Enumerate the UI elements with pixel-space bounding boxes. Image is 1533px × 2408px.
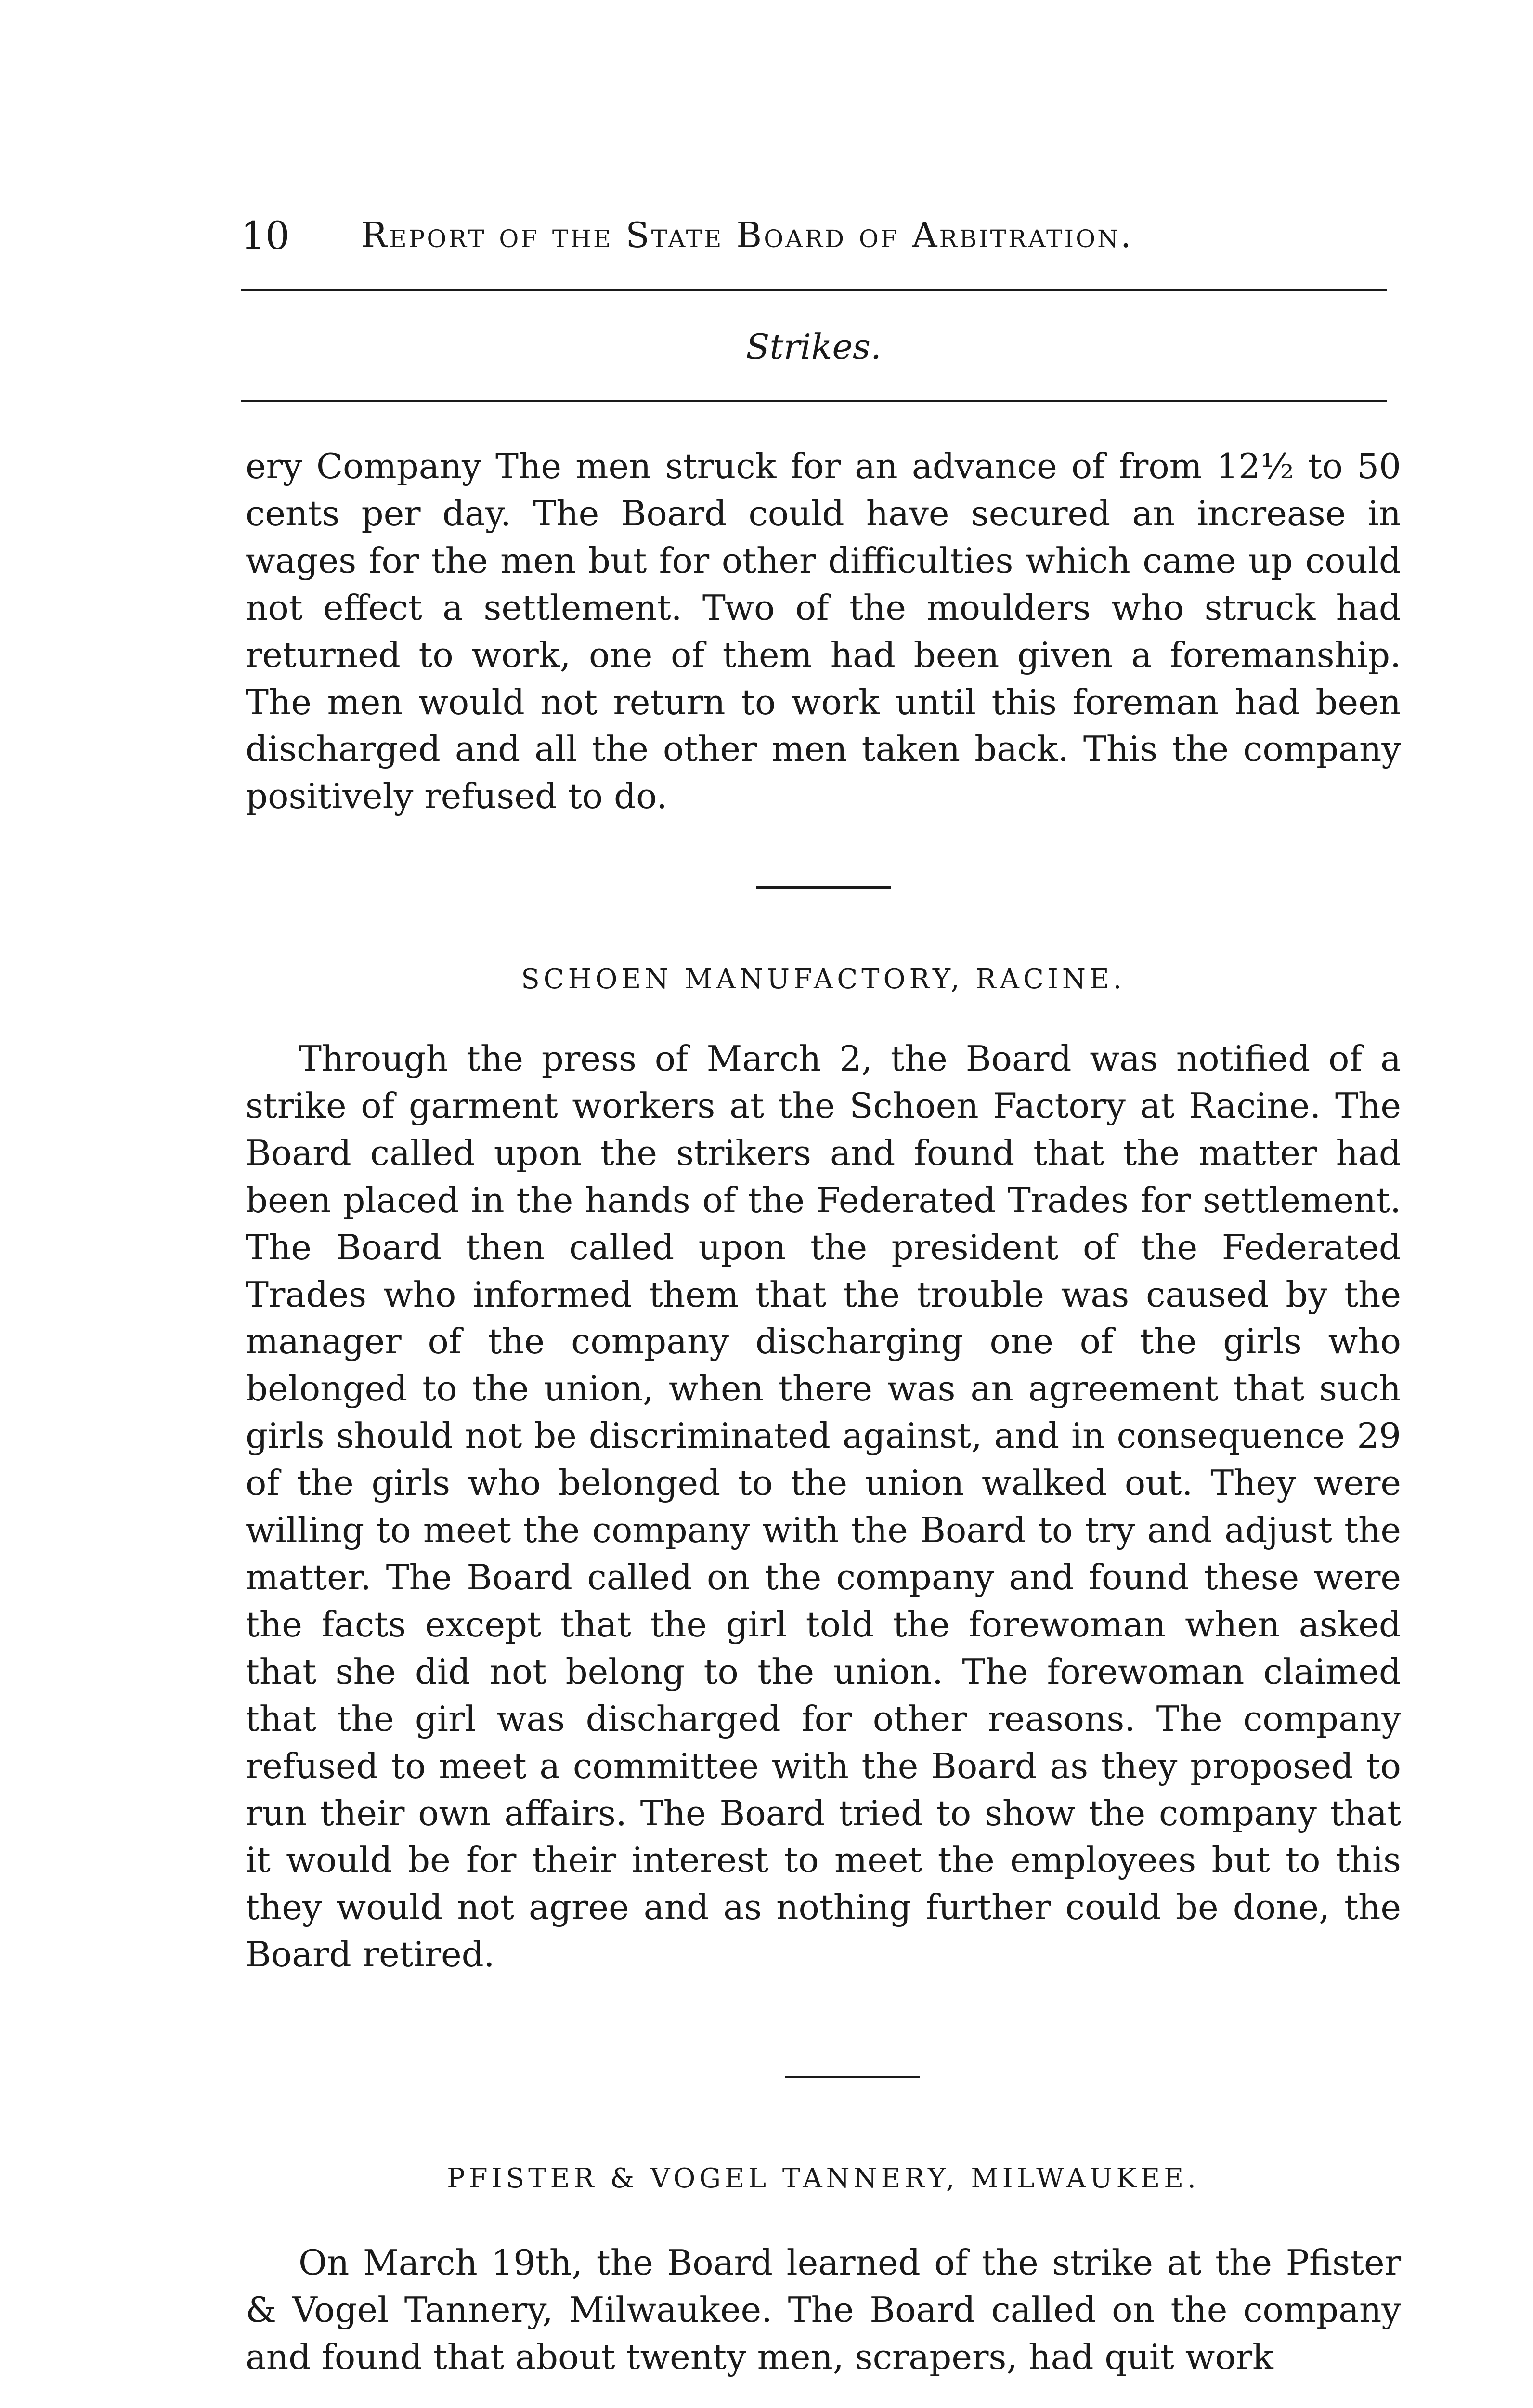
section-heading-schoen: SCHOEN MANUFACTORY, RACINE. (521, 964, 1126, 995)
continued-paragraph: ery Company The men struck for an advance of from 12½ to 50 cents per day. The Board could have secured an increase in wages for the men but for other difficulties which came up could not effect a settlement. Two of the moulders who struck had returned to work, one of them had been given a foremanship. The men would not return to work until this foreman had been discharged and all the other men taken back. This the company positively refused to do. (246, 446, 1401, 817)
schoen-paragraph: Through the press of March 2, the Board was notified of a strike of garment workers at the Schoen Factory at Racine. The Board called upon the strikers and found that the matter had been placed in the hands of the Federated Trades for settlement. The Board then called upon the president of the Federated Trades who informed them that the trouble was caused by the manager of the company discharging one of the girls who belonged to the union, when there was an agreement that such girls should not be discriminated against, and in consequence 29 of the girls who belonged to the union walked out. They were willing to meet the company with the Board to try and adjust the matter. The Board called on the company and found these were the facts except that the girl told the forewoman when asked that she did not belong to the union. The forewoman claimed that the girl was discharged for other reasons. The company refused to meet a committee with the Board as they proposed to run their own affairs. The Board tried to show the company that it would be for their interest to meet the employees but to this they would not agree and as nothing further could be done, the Board retired. (246, 1038, 1401, 1975)
section-label: Strikes. (746, 327, 882, 367)
section-divider (785, 2076, 920, 2078)
header-rule-bottom (241, 400, 1387, 402)
running-title: Report of the State Board of Arbitration. (361, 215, 1133, 255)
page-number: 10 (241, 213, 290, 258)
pfister-paragraph: On March 19th, the Board learned of the strike at the Pfister & Vogel Tannery, Milwaukee. The Board called on the company and found that about twenty men, scrapers, had quit work (246, 2242, 1401, 2377)
section-heading-pfister: PFISTER & VOGEL TANNERY, MILWAUKEE. (447, 2163, 1200, 2194)
header-rule-top (241, 289, 1387, 291)
section-divider (756, 886, 891, 889)
running-header (241, 207, 1387, 265)
